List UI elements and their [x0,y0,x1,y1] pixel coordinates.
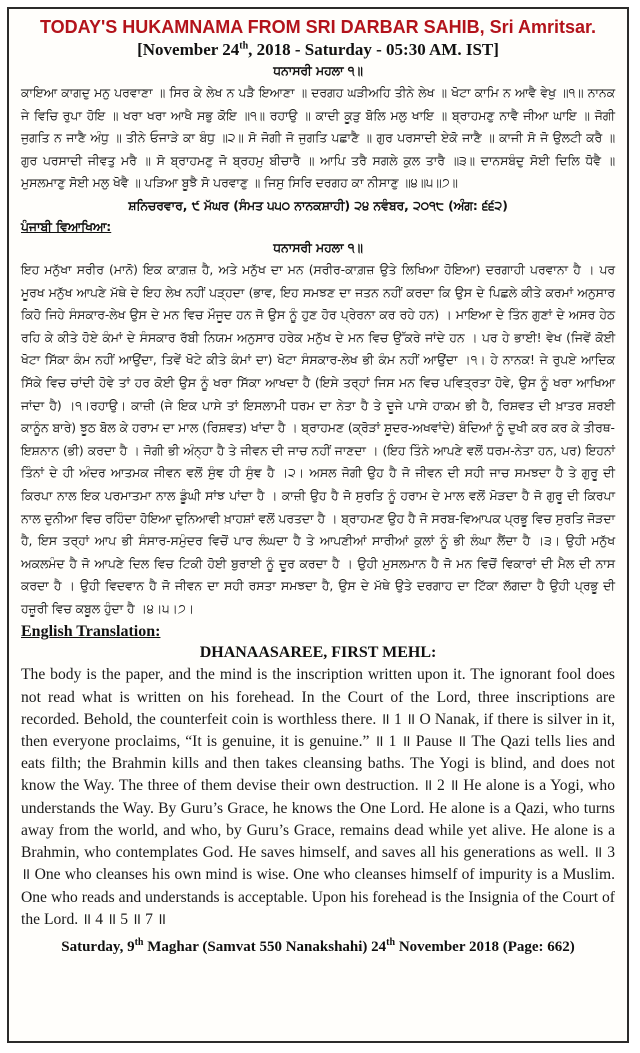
page-title: TODAY'S HUKAMNAMA FROM SRI DARBAR SAHIB, Sri Amritsar. [39,17,596,37]
date-line [21,39,615,60]
punjabi-explanation: ਇਹ ਮਨੁੱਖਾ ਸਰੀਰ (ਮਾਨੋ) ਇਕ ਕਾਗ਼ਜ਼ ਹੈ, ਅਤੇ ਮਨੁੱਖ ਦਾ ਮਨ (ਸਰੀਰ-ਕਾਗ਼ਜ਼ ਉਤੇ ਲਿਖਿਆ ਹੋਇਆ) ਦਰਗਾਹੀ ਪਰਵਾਨਾ ਹੈ । ਪਰ ਮੂਰਖ ਮਨੁੱਖ ਆਪਣੇ ਮੱਥੇ ਦੇ ਇਹ ਲੇਖ ਨਹੀਂ ਪੜ੍ਹਦਾ (ਭਾਵ, ਇਹ ਸਮਝਣ ਦਾ ਜਤਨ ਨਹੀਂ ਕਰਦਾ ਕਿ ਉਸ ਦੇ ਪਿਛਲੇ ਕੀਤੇ ਕਰਮਾਂ ਅਨੁਸਾਰ ਕਿਹੋ ਜਿਹੇ ਸੰਸਕਾਰ-ਲੇਖ ਉਸ ਦੇ ਮਨ ਵਿਚ ਮੌਜੂਦ ਹਨ ਜੋ ਉਸ ਨੂੰ ਹੁਣ ਹੋਰ ਪ੍ਰੇਰਨਾ ਕਰ ਰਹੇ ਹਨ) । ਮਾਇਆ ਦੇ ਤਿੰਨ ਗੁਣਾਂ ਦੇ ਅਸਰ ਹੇਠ ਰਹਿ ਕੇ ਕੀਤੇ ਹੋਏ ਕੰਮਾਂ ਦੇ ਸੰਸਕਾਰ ਰੱਬੀ ਨਿਯਮ ਅਨੁਸਾਰ ਹਰੇਕ ਮਨੁੱਖ ਦੇ ਮਨ ਵਿਚ ਉੱਕਰੇ ਜਾਂਦੇ ਹਨ । ਪਰ ਹੇ ਭਾਈ! ਵੇਖ (ਜਿਵੇਂ ਕੋਈ ਖੋਟਾ ਸਿੱਕਾ ਕੰਮ ਨਹੀਂ ਆਉਂਦਾ, ਤਿਵੇਂ ਖੋਟੇ ਕੀਤੇ ਕੰਮਾਂ ਦਾ) ਖੋਟਾ ਸੰਸਕਾਰ-ਲੇਖ ਭੀ ਕੰਮ ਨਹੀਂ ਆਉਂਦਾ ।੧। ਹੇ ਨਾਨਕ! ਜੇ ਰੁਪਏ ਆਦਿਕ ਸਿੱਕੇ ਵਿਚ ਚਾਂਦੀ ਹੋਵੇ ਤਾਂ ਹਰ ਕੋਈ ਉਸ ਨੂੰ ਖਰਾ ਸਿੱਕਾ ਆਖਦਾ ਹੈ (ਇਸੇ ਤਰ੍ਹਾਂ ਜਿਸ ਮਨ ਵਿਚ ਪਵਿਤ੍ਰਤਾ ਹੋਵੇ, ਉਸ ਨੂੰ ਖਰਾ ਆਖਿਆ ਜਾਂਦਾ ਹੈ) ।੧।ਰਹਾਉ। ਕਾਜ਼ੀ (ਜੇ ਇਕ ਪਾਸੇ ਤਾਂ ਇਸਲਾਮੀ ਧਰਮ ਦਾ ਨੇਤਾ ਹੈ ਤੇ ਦੂਜੇ ਪਾਸੇ ਹਾਕਮ ਭੀ ਹੈ, ਰਿਸ਼ਵਤ ਦੀ ਖ਼ਾਤਰ ਸ਼ਰਈ ਕਾਨੂੰਨ ਬਾਰੇ) ਝੂਠ ਬੋਲ ਕੇ ਹਰਾਮ ਦਾ ਮਾਲ (ਰਿਸ਼ਵਤ) ਖਾਂਦਾ ਹੈ । ਬ੍ਰਾਹਮਣ (ਕ੍ਰੋੜਾਂ ਸ਼ੂਦਰ-ਅਖਵਾਂਦੇ) ਬੰਦਿਆਂ ਨੂੰ ਦੁਖੀ ਕਰ ਕਰ ਕੇ ਤੀਰਥ-ਇਸ਼ਨਾਨ (ਭੀ) ਕਰਦਾ ਹੈ । ਜੋਗੀ ਭੀ ਅੰਨ੍ਹਾ ਹੈ ਤੇ ਜੀਵਨ ਦੀ ਜਾਚ ਨਹੀਂ ਜਾਣਦਾ । (ਇਹ ਤਿੰਨੇ ਆਪਣੇ ਵਲੋਂ ਧਰਮ-ਨੇਤਾ ਹਨ, ਪਰ) ਇਹਨਾਂ ਤਿੰਨਾਂ ਦੇ ਹੀ ਅੰਦਰ ਆਤਮਕ ਜੀਵਨ ਵਲੋਂ ਸੁੰਞ ਹੀ ਸੁੰਞ ਹੈ ।੨। ਅਸਲ ਜੋਗੀ ਉਹ ਹੈ ਜੋ ਜੀਵਨ ਦੀ ਸਹੀ ਜਾਚ ਸਮਝਦਾ ਹੈ ਤੇ ਗੁਰੂ ਦੀ ਕਿਰਪਾ ਨਾਲ ਇਕ ਪਰਮਾਤਮਾ ਨਾਲ ਡੂੰਘੀ ਸਾਂਝ ਪਾਂਦਾ ਹੈ । ਕਾਜ਼ੀ ਉਹ ਹੈ ਜੋ ਸੁਰਤਿ ਨੂੰ ਹਰਾਮ ਦੇ ਮਾਲ ਵਲੋਂ ਮੋੜਦਾ ਹੈ ਜੋ ਗੁਰੂ ਦੀ ਕਿਰਪਾ ਨਾਲ ਦੁਨੀਆ ਵਿਚ ਰਹਿੰਦਾ ਹੋਇਆ ਦੁਨਿਆਵੀ ਖ਼ਾਹਸ਼ਾਂ ਵਲੋਂ ਪਰਤਦਾ ਹੈ । ਬ੍ਰਾਹਮਣ ਉਹ ਹੈ ਜੋ ਸਰਬ-ਵਿਆਪਕ ਪ੍ਰਭੂ ਵਿਚ ਸੁਰਤਿ ਜੋੜਦਾ ਹੈ, ਇਸ ਤਰ੍ਹਾਂ ਆਪ ਭੀ ਸੰਸਾਰ-ਸਮੁੰਦਰ ਵਿਚੋਂ ਪਾਰ ਲੰਘਦਾ ਹੈ ਤੇ ਆਪਣੀਆਂ ਸਾਰੀਆਂ ਕੁਲਾਂ ਨੂੰ ਭੀ ਲੰਘਾ ਲੈਂਦਾ ਹੈ ।੩। ਉਹੀ ਮਨੁੱਖ ਅਕਲਮੰਦ ਹੈ ਜੋ ਆਪਣੇ ਦਿਲ ਵਿਚ ਟਿਕੀ ਹੋਈ ਬੁਰਾਈ ਨੂੰ ਦੂਰ ਕਰਦਾ ਹੈ । ਉਹੀ ਮੁਸਲਮਾਨ ਹੈ ਜੋ ਮਨ ਵਿਚੋਂ ਵਿਕਾਰਾਂ ਦੀ ਮੈਲ ਦੀ ਨਾਸ ਕਰਦਾ ਹੈ । ਉਹੀ ਵਿਦਵਾਨ ਹੈ ਜੋ ਜੀਵਨ ਦਾ ਸਹੀ ਰਸਤਾ ਸਮਝਦਾ ਹੈ, ਉਸ ਦੇ ਮੱਥੇ ਉਤੇ ਦਰਗਾਹ ਦਾ ਟਿੱਕਾ ਲੱਗਦਾ ਹੈ ਉਹੀ ਪ੍ਰਭੂ ਦੀ ਹਜ਼ੂਰੀ ਵਿਚ ਕਬੂਲ ਹੁੰਦਾ ਹੈ ।੪।੫।੭। [21,262,615,616]
date-sup: th [239,40,249,52]
date-prefix: [November 24 [137,40,240,59]
footer-sup2: th [386,936,396,948]
footer-part1: Saturday, 9 [61,938,135,955]
punjabi-heading: ਪੰਜਾਬੀ ਵਿਆਖਿਆ: [21,219,112,234]
gurbani-raag: ਧਨਾਸਰੀ ਮਹਲਾ ੧॥ [273,64,363,78]
footer-part2: Maghar (Samvat 550 Nanakshahi) 24 [143,938,387,955]
date-suffix: , 2018 - Saturday - 05:30 AM. IST] [248,40,499,59]
english-translation: The body is the paper, and the mind is the inscription written upon it. The ignorant fool does not read what is written on his forehead. In the Court of the Lord, three inscriptions are recorded. Behold, the counterfeit coin is worthless there. ॥ 1 ॥ O Nanak, if there is silver in it, then everyone proclaims, “It is genuine, it is genuine.” ॥ 1 ॥ Pause ॥ The Qazi tells lies and eats filth; the Brahmin kills and then takes cleansing baths. The Yogi is blind, and does not know the Way. The three of them devise their own destruction. ॥ 2 ॥ He alone is a Yogi, who understands the Way. By Guru’s Grace, he knows the One Lord. He alone is a Qazi, who turns away from the world, and who, by Guru’s Grace, remains dead while yet alive. He alone is a Brahmin, who contemplates God. He saves himself, and saves all his generations as well. ॥ 3 ॥ One who cleanses his own mind is wise. One who cleanses himself of impurity is a Muslim. One who reads and understands is acceptable. Upon his forehead is the Insignia of the Court of the Lord. ॥ 4 ॥ 5 ॥ 7 ॥ [21,666,615,928]
punjabi-raag: ਧਨਾਸਰੀ ਮਹਲਾ ੧॥ [273,240,363,255]
english-heading: English Translation: [21,623,161,641]
footer-date [21,937,615,957]
gurbani-date: ਸ਼ਨਿਚਰਵਾਰ, ੯ ਮੱਘਰ (ਸੰਮਤ ੫੫੦ ਨਾਨਕਸ਼ਾਹੀ) ੨੪ ਨਵੰਬਰ, ੨੦੧੮ (ਅੰਗ: ੬੬੨) [128,198,508,213]
footer-part3: November 2018 (Page: 662) [395,938,575,955]
gurbani-text: ਕਾਇਆ ਕਾਗਦੁ ਮਨੁ ਪਰਵਾਣਾ ॥ ਸਿਰ ਕੇ ਲੇਖ ਨ ਪੜੈ ਇਆਣਾ ॥ ਦਰਗਹ ਘੜੀਅਹਿ ਤੀਨੇ ਲੇਖ ॥ ਖੋਟਾ ਕਾਮਿ ਨ ਆਵੈ ਵੇਖੁ ॥੧॥ ਨਾਨਕ ਜੇ ਵਿਚਿ ਰੁਪਾ ਹੋਇ ॥ ਖਰਾ ਖਰਾ ਆਖੈ ਸਭੁ ਕੋਇ ॥੧॥ ਰਹਾਉ ॥ ਕਾਦੀ ਕੂੜੁ ਬੋਲਿ ਮਲੁ ਖਾਇ ॥ ਬ੍ਰਾਹਮਣੁ ਨਾਵੈ ਜੀਆ ਘਾਇ ॥ ਜੋਗੀ ਜੁਗਤਿ ਨ ਜਾਣੈ ਅੰਧੁ ॥ ਤੀਨੇ ਓਜਾੜੇ ਕਾ ਬੰਧੁ ॥੨॥ ਸੋ ਜੋਗੀ ਜੋ ਜੁਗਤਿ ਪਛਾਣੈ ॥ ਗੁਰ ਪਰਸਾਦੀ ਏਕੋ ਜਾਣੈ ॥ ਕਾਜੀ ਸੋ ਜੋ ਉਲਟੀ ਕਰੈ ॥ ਗੁਰ ਪਰਸਾਦੀ ਜੀਵਤੁ ਮਰੈ ॥ ਸੋ ਬ੍ਰਾਹਮਣੁ ਜੋ ਬ੍ਰਹਮੁ ਬੀਚਾਰੈ ॥ ਆਪਿ ਤਰੈ ਸਗਲੇ ਕੁਲ ਤਾਰੈ ॥੩॥ ਦਾਨਸਬੰਦੁ ਸੋਈ ਦਿਲਿ ਧੋਵੈ ॥ ਮੁਸਲਮਾਣੁ ਸੋਈ ਮਲੁ ਖੋਵੈ ॥ ਪੜਿਆ ਬੂਝੈ ਸੋ ਪਰਵਾਣੁ ॥ ਜਿਸੁ ਸਿਰਿ ਦਰਗਹ ਕਾ ਨੀਸਾਣੁ ॥੪॥੫॥੭॥ [21,86,615,191]
english-raag: DHANAASAREE, FIRST MEHL: [199,644,437,662]
hukamnama-card [7,7,629,1043]
footer-sup1: th [134,936,144,948]
